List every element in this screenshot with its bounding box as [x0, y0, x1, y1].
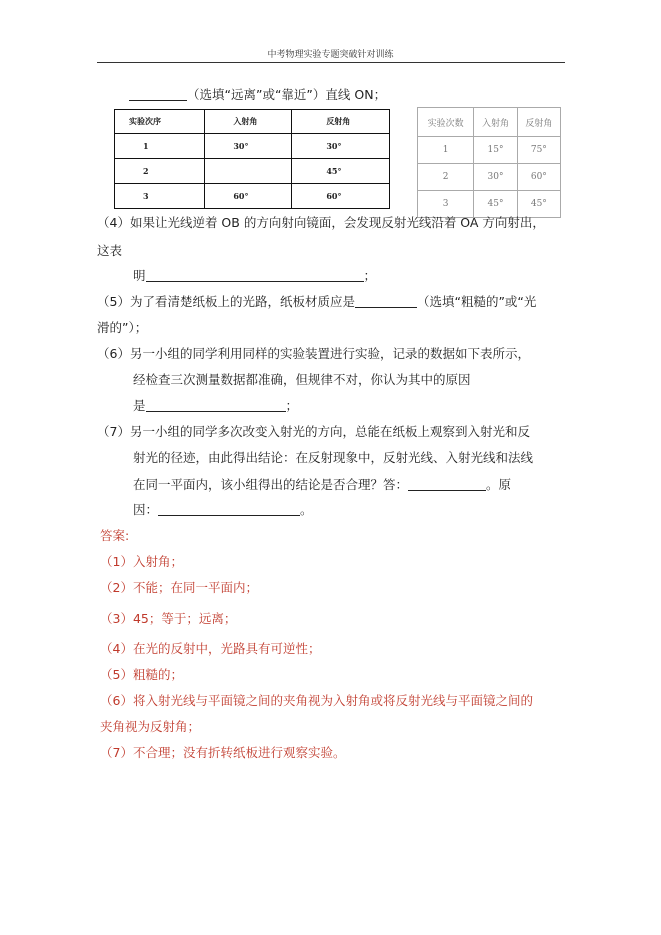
table-cell: 30° [205, 134, 292, 159]
q7-line-3 [133, 477, 511, 493]
answers-label: 答案: [100, 528, 130, 543]
table-header-row [115, 110, 390, 134]
table-cell: 15° [474, 137, 517, 164]
experiment-table-1 [114, 109, 390, 209]
table-row [115, 159, 390, 184]
table-cell: 30° [474, 164, 517, 191]
q4-suffix: ； [363, 268, 377, 283]
q7-blank-2[interactable] [158, 503, 300, 516]
q7-prefix: 在同一平面内，该小组得出的结论是否合理？答： [133, 477, 409, 492]
q7-suffix: 。原 [486, 477, 512, 492]
q3-paren-text: （选填“远离”或“靠近”）直线 ON； [187, 87, 387, 102]
answer-6-line-1: （6）将入射光线与平面镜之间的夹角视为入射角或将反射光线与平面镜之间的 [100, 693, 533, 708]
q4-blank[interactable] [146, 269, 364, 282]
answer-3: （3）45；等于；远离； [100, 611, 237, 626]
table-cell: 45° [292, 159, 390, 184]
q4-prefix: 明 [133, 268, 146, 283]
q3-tail-line [129, 87, 386, 103]
table-cell: 3 [418, 191, 474, 218]
q7-line-2: 射光的径迹，由此得出结论：在反射现象中，反射光线、入射光线和法线 [133, 450, 534, 465]
answer-4: （4）在光的反射中，光路具有可逆性； [100, 641, 321, 656]
q5-blank[interactable] [355, 295, 417, 308]
q6-prefix: 是 [133, 398, 146, 413]
q4-line-2: 这表 [97, 243, 123, 258]
table-row [115, 134, 390, 159]
q6-blank[interactable] [146, 399, 286, 412]
q5-prefix: （5）为了看清楚纸板上的光路，纸板材质应是 [97, 294, 355, 309]
table-cell: 45° [474, 191, 517, 218]
q4-line-3 [133, 268, 376, 284]
table-cell: 2 [115, 159, 205, 184]
answer-2: （2）不能；在同一平面内； [100, 580, 258, 595]
q7-line-4 [133, 502, 313, 518]
table-cell: 75° [517, 137, 560, 164]
table-header-row [418, 108, 561, 137]
q3-blank[interactable] [129, 88, 187, 101]
table-header-cell: 入射角 [205, 110, 292, 134]
q4-line-1: （4）如果让光线逆着 OB 的方向射向镜面，会发现反射光线沿着 OA 方向射出， [97, 215, 545, 230]
table-cell: 3 [115, 184, 205, 209]
table-cell: 30° [292, 134, 390, 159]
table-header-cell: 实验次序 [115, 110, 205, 134]
answer-5: （5）粗糙的； [100, 667, 183, 682]
header-divider [97, 62, 565, 63]
page-header: 中考物理实验专题突破针对训练 [267, 50, 394, 60]
table-row [115, 184, 390, 209]
q6-line-3 [133, 398, 298, 414]
table-cell: 1 [418, 137, 474, 164]
table-header-cell: 反射角 [517, 108, 560, 137]
q7-reason-prefix: 因： [133, 502, 159, 517]
answer-7: （7）不合理；没有折转纸板进行观察实验。 [100, 745, 346, 760]
table-cell: 60° [205, 184, 292, 209]
q6-line-2: 经检查三次测量数据都准确，但规律不对，你认为其中的原因 [133, 372, 471, 387]
q7-blank-1[interactable] [408, 478, 486, 491]
table-cell: 1 [115, 134, 205, 159]
table-header-cell: 实验次数 [418, 108, 474, 137]
q7-line-1: （7）另一小组的同学多次改变入射光的方向，总能在纸板上观察到入射光和反 [97, 424, 530, 439]
q7-reason-suffix: 。 [300, 502, 313, 517]
q5-suffix: （选填“粗糙的”或“光 [416, 294, 537, 309]
answer-1: （1）入射角； [100, 554, 183, 569]
table-header-cell: 反射角 [292, 110, 390, 134]
table-cell: 45° [517, 191, 560, 218]
table-cell: 60° [292, 184, 390, 209]
answer-6-line-2: 夹角视为反射角； [100, 719, 201, 734]
q6-suffix: ； [285, 398, 299, 413]
table-cell: 2 [418, 164, 474, 191]
q6-line-1: （6）另一小组的同学利用同样的实验装置进行实验，记录的数据如下表所示， [97, 346, 530, 361]
q5-line-2: 滑的”）； [97, 320, 148, 335]
table-row [418, 191, 561, 218]
table-row [418, 137, 561, 164]
table-header-cell: 入射角 [474, 108, 517, 137]
experiment-table-2 [417, 107, 561, 218]
table-cell-blank[interactable] [205, 159, 292, 184]
table-row [418, 164, 561, 191]
q5-line-1 [97, 294, 536, 310]
table-cell: 60° [517, 164, 560, 191]
